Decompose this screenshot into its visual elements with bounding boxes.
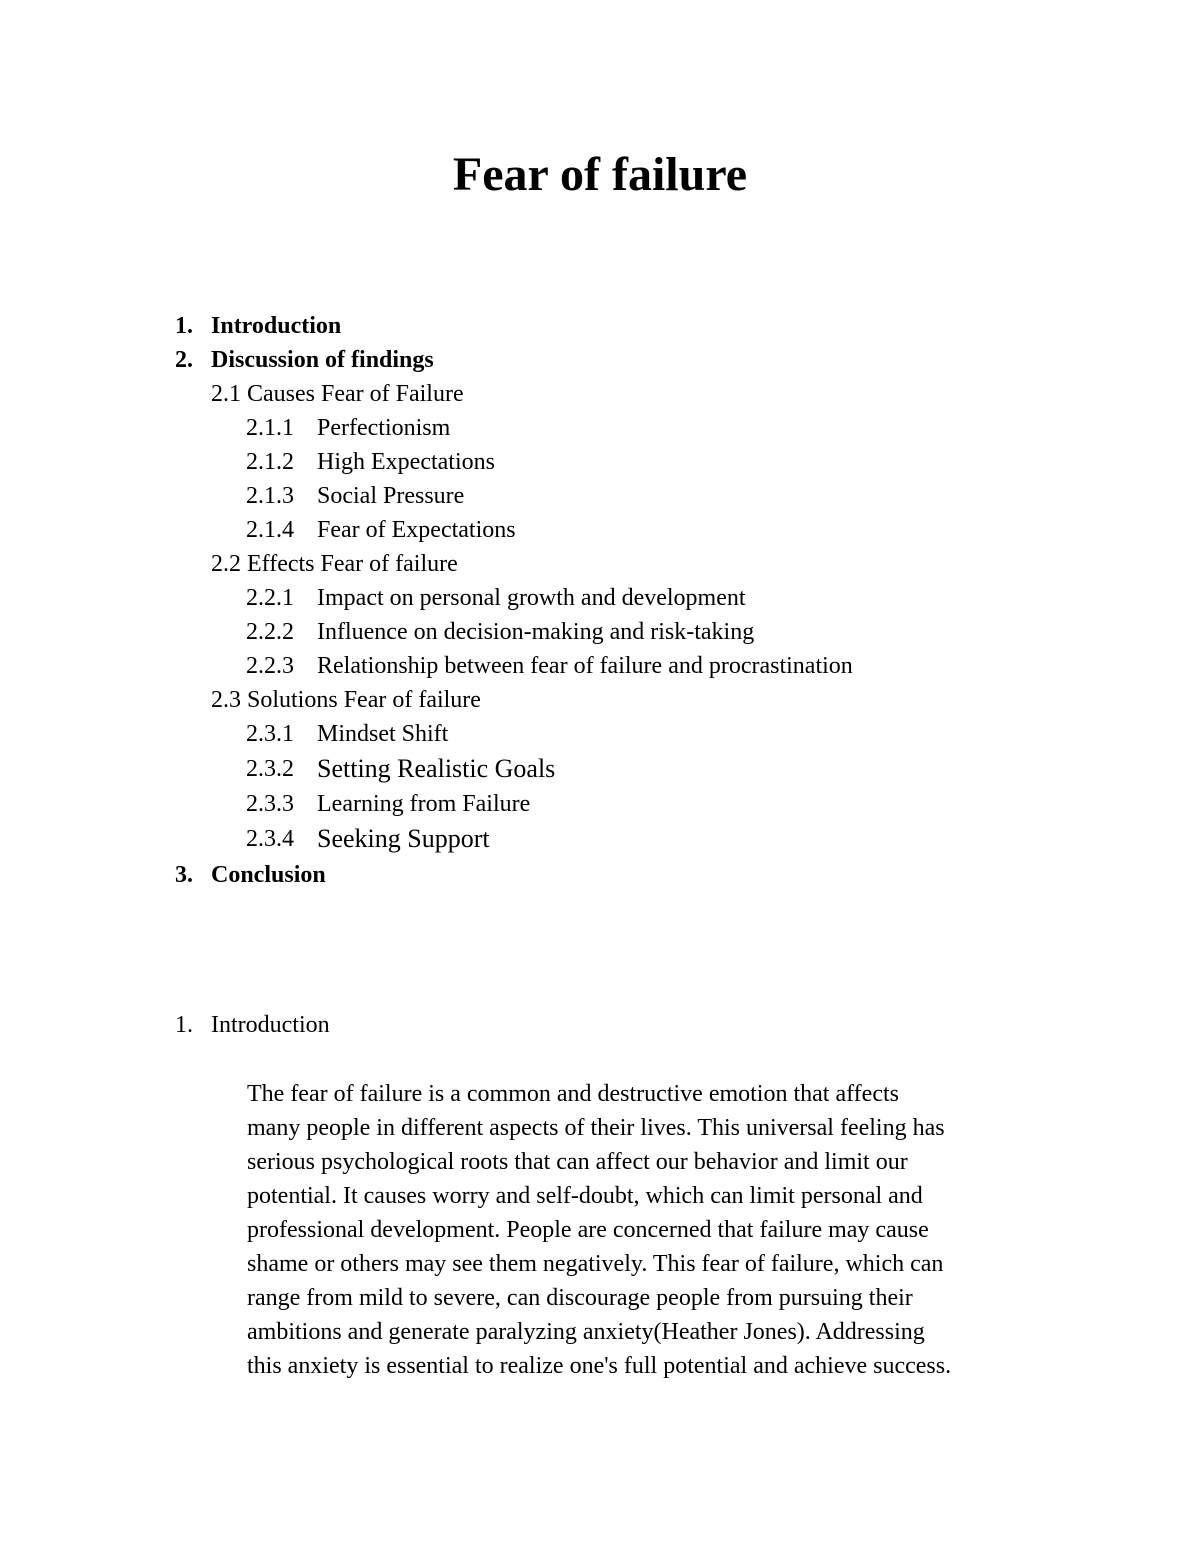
toc-item-number: 2.2.1 (246, 585, 294, 611)
toc-item-label: Conclusion (211, 862, 326, 888)
toc-item-label: Discussion of findings (211, 347, 434, 373)
introduction-paragraph (247, 1077, 1067, 1383)
section-number: 1. (175, 1012, 193, 1038)
paragraph-line: this anxiety is essential to realize one's full potential and achieve success. (247, 1353, 952, 1379)
toc-item-number: 2.3.1 (246, 721, 294, 747)
toc-item-number: 2.2.3 (246, 653, 294, 679)
toc-item-label: Learning from Failure (317, 791, 531, 817)
toc-item-label: Introduction (211, 313, 342, 339)
toc-item-label: 2.3 Solutions Fear of failure (211, 687, 481, 713)
toc-item-label: Seeking Support (317, 824, 490, 853)
toc-item-number: 2. (175, 347, 193, 373)
toc-item-label: Influence on decision-making and risk-taking (317, 619, 755, 645)
toc-item-label: Social Pressure (317, 483, 465, 509)
toc-item-number: 2.1.4 (246, 517, 294, 543)
toc-item-number: 2.1.1 (246, 415, 294, 441)
paragraph-line: shame or others may see them negatively. This fear of failure, which can (247, 1251, 944, 1277)
toc-item-label: High Expectations (317, 449, 495, 475)
toc-item-number: 2.3.2 (246, 756, 294, 782)
toc-item-label: Impact on personal growth and development (317, 585, 746, 611)
paragraph-line: serious psychological roots that can affect our behavior and limit our (247, 1149, 908, 1175)
toc-item-number: 2.2.2 (246, 619, 294, 645)
toc-item-label: Setting Realistic Goals (317, 754, 556, 783)
toc-item-label: Mindset Shift (317, 721, 449, 747)
paragraph-line: The fear of failure is a common and destructive emotion that affects (247, 1081, 899, 1107)
toc-item-label: Fear of Expectations (317, 517, 516, 543)
toc-item-label: Relationship between fear of failure and procrastination (317, 653, 853, 679)
paragraph-line: ambitions and generate paralyzing anxiety(Heather Jones). Addressing (247, 1319, 925, 1345)
toc-item-number: 1. (175, 313, 193, 339)
paragraph-line: potential. It causes worry and self-doubt, which can limit personal and (247, 1183, 923, 1209)
toc-item-number: 3. (175, 862, 193, 888)
paragraph-line: many people in different aspects of their lives. This universal feeling has (247, 1115, 945, 1141)
toc-item-label: Perfectionism (317, 415, 451, 441)
paragraph-line: range from mild to severe, can discourage people from pursuing their (247, 1285, 913, 1311)
toc-item-label: 2.1 Causes Fear of Failure (211, 381, 464, 407)
section-title: Introduction (211, 1012, 330, 1038)
toc-item-label: 2.2 Effects Fear of failure (211, 551, 458, 577)
toc-item-number: 2.3.3 (246, 791, 294, 817)
paragraph-line: professional development. People are concerned that failure may cause (247, 1217, 929, 1243)
toc-item-number: 2.1.3 (246, 483, 294, 509)
toc-item-number: 2.3.4 (246, 826, 294, 852)
document-title: Fear of failure (452, 148, 748, 201)
toc-item-number: 2.1.2 (246, 449, 294, 475)
